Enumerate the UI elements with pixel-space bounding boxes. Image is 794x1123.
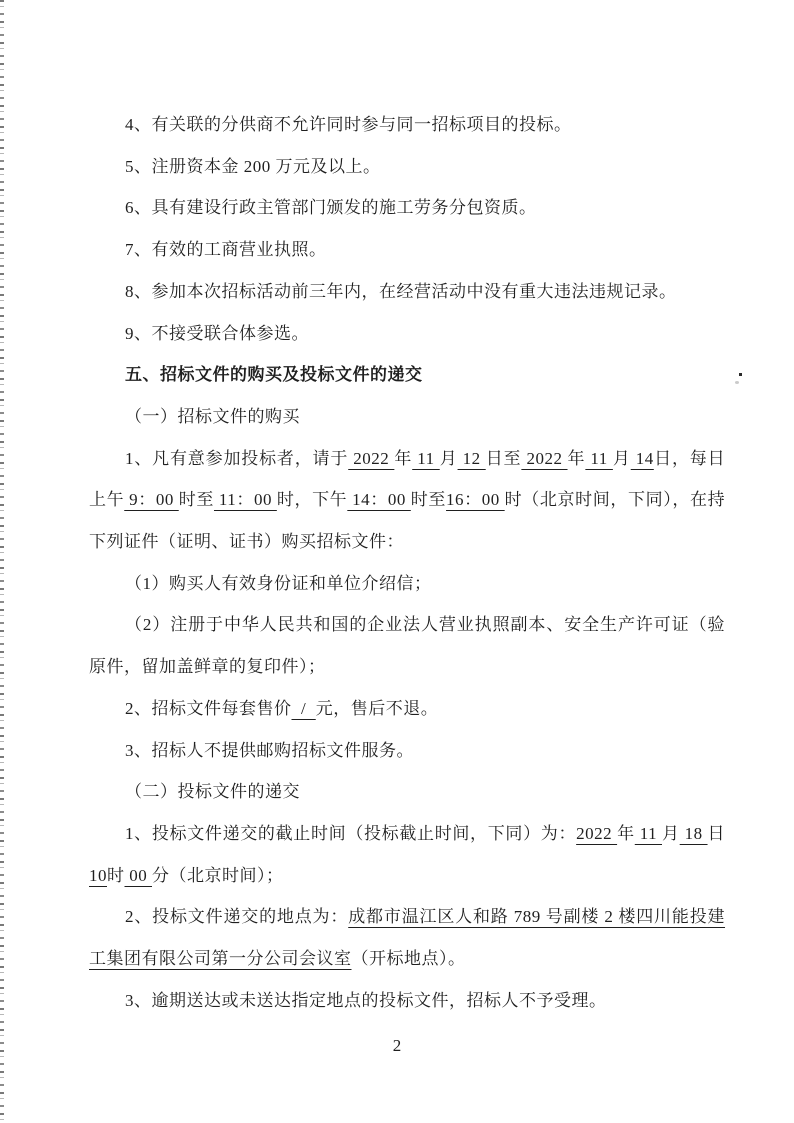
text-run: 时（北京时间，下同），在持下列证件（证明、证书）购买招标文件：	[89, 490, 726, 552]
text-run: 年	[567, 448, 586, 468]
item-6	[89, 187, 725, 229]
page-number: 2	[392, 1036, 402, 1055]
item-8	[89, 271, 725, 313]
text-run: 4、有关联的分供商不允许同时参与同一招标项目的投标。	[125, 115, 572, 134]
submission-item-1	[89, 813, 725, 896]
text-run: （2）注册于中华人民共和国的企业法人营业执照副本、安全生产许可证（验原件，留加盖鲜章的复印件）；	[89, 615, 725, 677]
scan-edge-artifact	[0, 0, 4, 1123]
document-body	[89, 104, 725, 1021]
text-run: 6、具有建设行政主管部门颁发的施工劳务分包资质。	[125, 198, 537, 218]
text-run: 时	[107, 865, 125, 885]
scan-speck	[735, 381, 739, 384]
section-5-heading	[89, 354, 725, 396]
text-run: 1、投标文件递交的截止时间（投标截止时间，下同）为：	[125, 823, 577, 843]
text-run: 时，下午	[276, 490, 348, 510]
underlined-value: 11	[585, 448, 613, 468]
underlined-value: 2022	[521, 448, 568, 468]
text-run: 年	[617, 823, 635, 843]
text-run: （1）购买人有效身份证和单位介绍信；	[125, 573, 432, 593]
underlined-value: /	[291, 698, 316, 718]
text-run: （二）投标文件的递交	[125, 782, 300, 802]
underlined-value: 14	[630, 448, 654, 468]
text-run: 月	[439, 448, 458, 468]
underlined-value: 18	[679, 823, 708, 843]
text-run: 5、注册资本金 200 万元及以上。	[125, 156, 381, 176]
text-run: 日至	[485, 448, 522, 468]
text-run: 3、招标人不提供邮购招标文件服务。	[125, 740, 414, 760]
text-run: 2、招标文件每套售价	[125, 698, 292, 718]
text-run: （一）招标文件的购买	[125, 406, 300, 426]
item-9	[89, 313, 725, 355]
text-run: 分（北京时间）；	[152, 865, 284, 885]
underlined-value: 12	[457, 448, 486, 468]
text-run: 9、不接受联合体参选。	[125, 323, 309, 343]
text-run: （开标地点）。	[351, 949, 466, 969]
text-run: 2、投标文件递交的地点为：	[125, 907, 349, 927]
underlined-value: 00	[124, 865, 152, 885]
submission-item-3	[89, 980, 725, 1022]
purchase-item-1-sub-2	[89, 604, 725, 687]
subsection-2-heading	[89, 771, 725, 813]
text-run: 日	[707, 823, 726, 843]
underlined-value: 11：00	[213, 490, 277, 510]
purchase-item-3	[89, 730, 725, 772]
text-run: 时至	[178, 490, 214, 510]
text-run: 时至	[410, 490, 447, 510]
submission-item-2	[89, 896, 725, 979]
item-5	[89, 146, 725, 188]
purchase-item-2	[89, 688, 725, 730]
text-run: 年	[394, 448, 413, 468]
underlined-value: 11	[412, 448, 440, 468]
text-run: 1、凡有意参加投标者，请于	[125, 448, 349, 468]
underlined-value: 2022	[576, 823, 618, 843]
underlined-value: 成都市温江区人和路 789 号副楼 2 楼四川能投建工集团有限公司第一分公司会议室	[89, 907, 726, 969]
underlined-value: 2022	[348, 448, 395, 468]
text-run: 月	[612, 448, 631, 468]
text-run: 7、有效的工商营业执照。	[125, 240, 327, 260]
item-4	[89, 104, 725, 146]
subsection-1-heading	[89, 396, 725, 438]
underlined-value: 14：00	[347, 490, 411, 510]
item-7	[89, 229, 725, 271]
purchase-item-1	[89, 438, 725, 563]
text-run: 月	[662, 823, 680, 843]
text-run: 五、招标文件的购买及投标文件的递交	[125, 365, 423, 385]
underlined-value: 16：00	[446, 490, 505, 510]
text-run: 日，每日上午	[89, 448, 726, 510]
underlined-value: 11	[634, 823, 662, 843]
underlined-value: 9：00	[124, 490, 179, 510]
scan-speck	[739, 373, 742, 376]
text-run: 3、逾期送达或未送达指定地点的投标文件，招标人不予受理。	[125, 990, 607, 1010]
purchase-item-1-sub-1	[89, 563, 725, 605]
underlined-value: 10	[89, 865, 107, 885]
text-run: 元，售后不退。	[315, 698, 439, 718]
text-run: 8、参加本次招标活动前三年内，在经营活动中没有重大违法违规记录。	[125, 281, 677, 301]
